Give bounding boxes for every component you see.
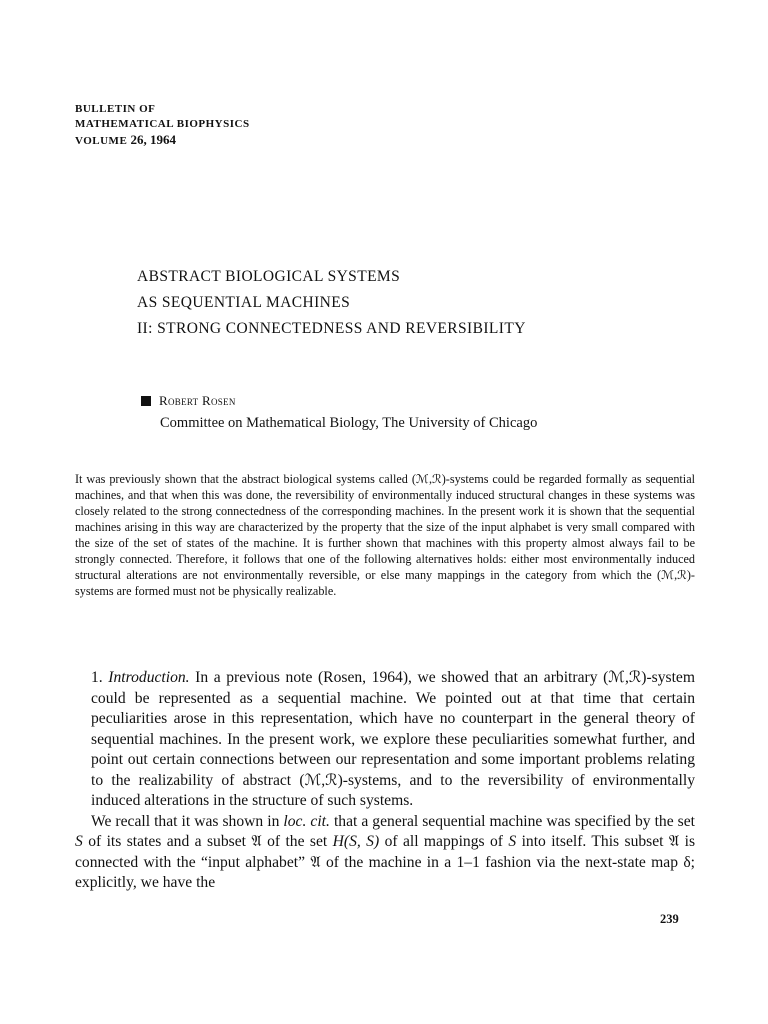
- volume-label: VOLUME: [75, 135, 128, 147]
- article-title: [137, 264, 526, 342]
- section-title: Introduction.: [108, 669, 190, 686]
- abstract: It was previously shown that the abstract biological systems called (ℳ,ℛ)-systems could be regarded formally as sequential machines, and that when this was done, the reversibility of environmentally induced structural changes in these systems was closely related to the strong connectedness of the corresponding machines. In the present work it is shown that the sequential machines arising in this way are characterized by the property that the size of the input alphabet is very small compared with the size of the set of states of the machine. It is further shown that machines with this property almost always fail to be strongly connected. Therefore, it follows that one of the following alternatives holds: either most environmentally induced structural alterations are not environmentally reversible, or else many mappings in the category from which the (ℳ,ℛ)-systems are formed must not be physically realizable.: [75, 472, 695, 598]
- loc-cit: loc. cit.: [283, 812, 330, 830]
- title-line2: AS SEQUENTIAL MACHINES: [137, 294, 351, 311]
- volume-number: 26, 1964: [130, 132, 177, 147]
- journal-name-line1: BULLETIN OF: [75, 103, 156, 115]
- square-bullet-icon: [141, 396, 151, 406]
- title-line1: ABSTRACT BIOLOGICAL SYSTEMS: [137, 268, 401, 285]
- journal-volume: [75, 132, 250, 149]
- journal-header: [75, 102, 250, 149]
- title-line3: II: STRONG CONNECTEDNESS AND REVERSIBILITY: [137, 320, 526, 337]
- introduction-text: In a previous note (Rosen, 1964), we showed that an arbitrary (ℳ,ℛ)-system could be represented as a sequential machine. We pointed out at that time that certain peculiarities arose in this representation, which have no counterpart in the general theory of sequential machines. In the present work, we explore these peculiarities somewhat further, and point out certain connections between our representation and some important problems relating to the realizability of abstract (ℳ,ℛ)-systems, and to the reversibility of environmentally induced alterations in the structure of such systems.: [91, 669, 695, 809]
- section-number: 1.: [91, 669, 103, 686]
- author-name-line: [141, 390, 537, 412]
- author-block: [141, 390, 537, 434]
- body-paragraph-2: We recall that it was shown in loc. cit. that a general sequential machine was specified by the set S of its states and a subset 𝔄 of the set H(S, S) of all mappings of S into itself. This subset 𝔄 is connected with the “input alphabet” 𝔄 of the machine in a 1–1 fashion via the next-state map δ; explicitly, we have the: [75, 812, 696, 891]
- author-affiliation: Committee on Mathematical Biology, The University of Chicago: [160, 415, 538, 431]
- introduction-paragraph: [75, 668, 695, 812]
- journal-name-line2: MATHEMATICAL BIOPHYSICS: [75, 118, 250, 130]
- body-text: [75, 668, 695, 894]
- author-name: Robert Rosen: [159, 393, 236, 408]
- page-number: 239: [660, 912, 679, 926]
